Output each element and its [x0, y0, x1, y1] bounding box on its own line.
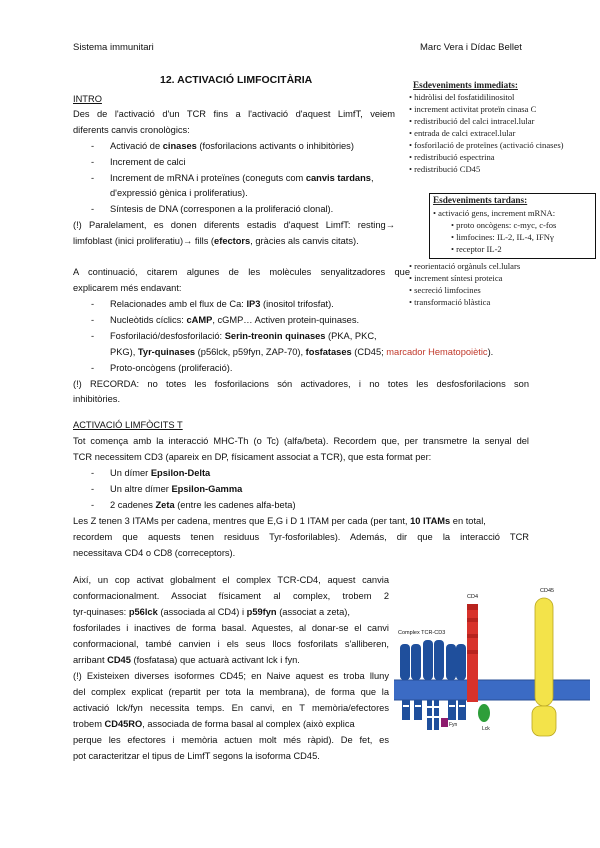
- section2-heading: ACTIVACIÓ LIMFÒCITS T: [73, 420, 183, 430]
- intro-p3-line1: A continuació, citarem algunes de les molècules senyalitzadores que: [73, 267, 410, 277]
- fyn-molecule: [441, 718, 448, 727]
- molecule-fosforilacio-line2: PKG), Tyr-quinases (p56lck, p59fyn, ZAP-70), fosfatases (CD45; marcador Hematopoiètic).: [110, 347, 494, 357]
- cd3-chain: [456, 644, 466, 680]
- bullet-dna: Síntesis de DNA (corresponen a la proliferació clonal).: [110, 204, 334, 214]
- molecule-fosforilacio: Fosforilació/desfosforilació: Serin-treonin quinases (PKA, PKC,: [110, 331, 377, 341]
- intro-p1-line2: diferents canvis cronològics:: [73, 125, 190, 135]
- tcr-chain: [423, 640, 433, 680]
- lck-label: Lck: [482, 726, 490, 732]
- lck-molecule: [478, 704, 490, 722]
- zeta-tail: [427, 700, 432, 730]
- late-events-title: Esdeveniments tardans:: [433, 195, 528, 205]
- section2-p2-line3: necessitava CD4 o CD8 (correceptors).: [73, 548, 236, 558]
- dimer-epsilon-delta: Un dímer Epsilon-Delta: [110, 468, 211, 478]
- molecule-protooncogens: Proto-oncògens (proliferació).: [110, 363, 233, 373]
- cd3-tail: [458, 700, 466, 720]
- section2-p1-line1: Tot comença amb la interacció MHC-Th (o Tc) (alfa/beta). Recordem que, per transmetre la senyal del: [73, 436, 529, 446]
- section2-p4-line2: del complex explicat (repartit per tota la membrana), de forma que la: [73, 687, 389, 697]
- immediate-item: • entrada de calci extracel.lular: [409, 128, 516, 138]
- section2-p4-line3: activació lck/fyn necessita temps. En canvi, en T memòria/efectores: [73, 703, 389, 713]
- section2-p4-line5: perque les efectores i memòria actuen molt més ràpid). De fet, es: [73, 735, 389, 745]
- cd3-chain: [400, 644, 410, 680]
- bullet-calci: Increment de calci: [110, 157, 186, 167]
- tcr-complex-diagram: [394, 578, 590, 754]
- header-left: Sistema immunitari: [73, 42, 154, 53]
- late-item: • transformació blàstica: [409, 297, 491, 307]
- immediate-item: • redistribució CD45: [409, 164, 481, 174]
- complex-label: Complex TCR-CD3: [398, 630, 446, 636]
- zeta-chains: 2 cadenes Zeta (entre les cadenes alfa-beta): [110, 500, 296, 510]
- section2-p3-line4: fosforilades i inactives de forma basal. Aquestes, al donar-se el canvi: [73, 623, 389, 633]
- late-item: • proto oncògens: c-myc, c-fos: [451, 220, 557, 230]
- intro-p3-line2: explicarem més endavant:: [73, 283, 182, 293]
- section2-p3-line3: tyr-quinases: p56lck (associada al CD4) i p59fyn (associat a zeta),: [73, 607, 350, 617]
- bullet-mrna: Increment de mRNA i proteïnes (coneguts com canvis tardans,: [110, 173, 374, 183]
- immediate-item: • fosforilació de proteïnes (activació cinases): [409, 140, 564, 150]
- section2-p4-line1: (!) Existeixen diverses isoformes CD45; en Naive aquest es troba lluny: [73, 671, 389, 681]
- section2-p3-line1: Així, un cop activat globalment el complex TCR-CD4, aquest canvia: [73, 575, 389, 585]
- cd45-molecule: [535, 598, 553, 706]
- cd3-chain: [411, 644, 421, 680]
- intro-p1-line1: Des de l'activació d'un TCR fins a l'activació d'aquest LimfT, veiem: [73, 109, 395, 119]
- late-item: • activació gens, increment mRNA:: [433, 208, 556, 218]
- page-title: 12. ACTIVACIÓ LIMFOCITÀRIA: [160, 74, 313, 86]
- zeta-tail: [434, 700, 439, 730]
- immediate-item: • increment activitat proteïn cinasa C: [409, 104, 537, 114]
- intro-p4-line1: (!) RECORDA: no totes les fosforilacions són activadores, i no totes les desfosforilacions son: [73, 379, 529, 389]
- section2-p2-line2: recordem que aquests tenen residuus Tyr-fosforilables). Además, dir que la interacció TCR: [73, 532, 529, 542]
- section2-p4-line4: trobem CD45RO, associada de forma basal al complex (això explica: [73, 719, 355, 729]
- tcr-chain: [434, 640, 444, 680]
- section2-p1-line2: TCR necessitem CD3 (apareix en DP, físicament associat a TCR), que esta format per:: [73, 452, 432, 462]
- molecule-nucleotids: Nucleòtids cíclics: cAMP, cGMP… Activen protein-quinases.: [110, 315, 360, 325]
- late-events-box: [409, 185, 599, 307]
- immediate-item: • redistribució espectrina: [409, 152, 495, 162]
- immediate-item: • redistribució del calci intracel.lular: [409, 116, 535, 126]
- immediate-item: • hidròlisi del fosfatidilinositol: [409, 92, 515, 102]
- fyn-label: Fyn: [449, 722, 458, 728]
- bullet-mrna-line2: d'expressió gènica i proliferatius).: [110, 188, 248, 198]
- cd3-tail: [402, 700, 410, 720]
- intro-p4-line2: inhibitòries.: [73, 394, 121, 404]
- intro-p2-line2: limfoblast (inici proliferatiu)→ fills (efectors, gràcies als canvis citats).: [73, 236, 359, 246]
- cd3-tail: [448, 700, 456, 720]
- late-item: • limfocines: IL-2, IL-4, IFNγ: [451, 232, 554, 242]
- dimer-epsilon-gamma: Un altre dímer Epsilon-Gamma: [110, 484, 243, 494]
- intro-p2-line1: (!) Paralelament, es donen diferents estadis d'aquest LimfT: resting→: [73, 220, 395, 230]
- membrane-band: [394, 680, 590, 700]
- late-item: • increment síntesi proteica: [409, 273, 503, 283]
- section2-p4-line6: pot caracteritzar el tipus de LimfT segons la isoforma CD45.: [73, 751, 320, 761]
- immediate-events-title: Esdeveniments immediats:: [413, 80, 518, 90]
- cd3-chain: [446, 644, 456, 680]
- section2-p2-line1: Les Z tenen 3 ITAMs per cadena, mentres que E,G i D 1 ITAM per cada (per tant, 10 ITAMs en total,: [73, 516, 486, 526]
- intro-heading: INTRO: [73, 94, 102, 104]
- section2-p3-line5: conformacional, també canvien i els seus llocs fosforilats s'alliberen,: [73, 639, 389, 649]
- header-right: Marc Vera i Dídac Bellet: [420, 42, 522, 53]
- section2-p3-line2: conformacionalment. Associat físicament al complex, trobem 2: [73, 591, 389, 601]
- molecule-ca: Relacionades amb el flux de Ca: IP3 (inositol trifosfat).: [110, 299, 334, 309]
- bullet-dash: -: [91, 141, 95, 151]
- cd3-tail: [414, 700, 422, 720]
- late-item: • secreció limfocines: [409, 285, 481, 295]
- late-item: • receptor IL-2: [451, 244, 502, 254]
- cd45-label: CD45: [540, 588, 555, 594]
- late-item: • reorientació orgànuls cel.lulars: [409, 261, 521, 271]
- bullet-cinases: Activació de cinases (fosforilacions activants o inhibitòries): [110, 141, 354, 151]
- immediate-events-box: [409, 80, 599, 184]
- cd4-label: CD4: [467, 594, 479, 600]
- section2-p3-line6: arribant CD45 (fosfatasa) que actuarà activant lck i fyn.: [73, 655, 300, 665]
